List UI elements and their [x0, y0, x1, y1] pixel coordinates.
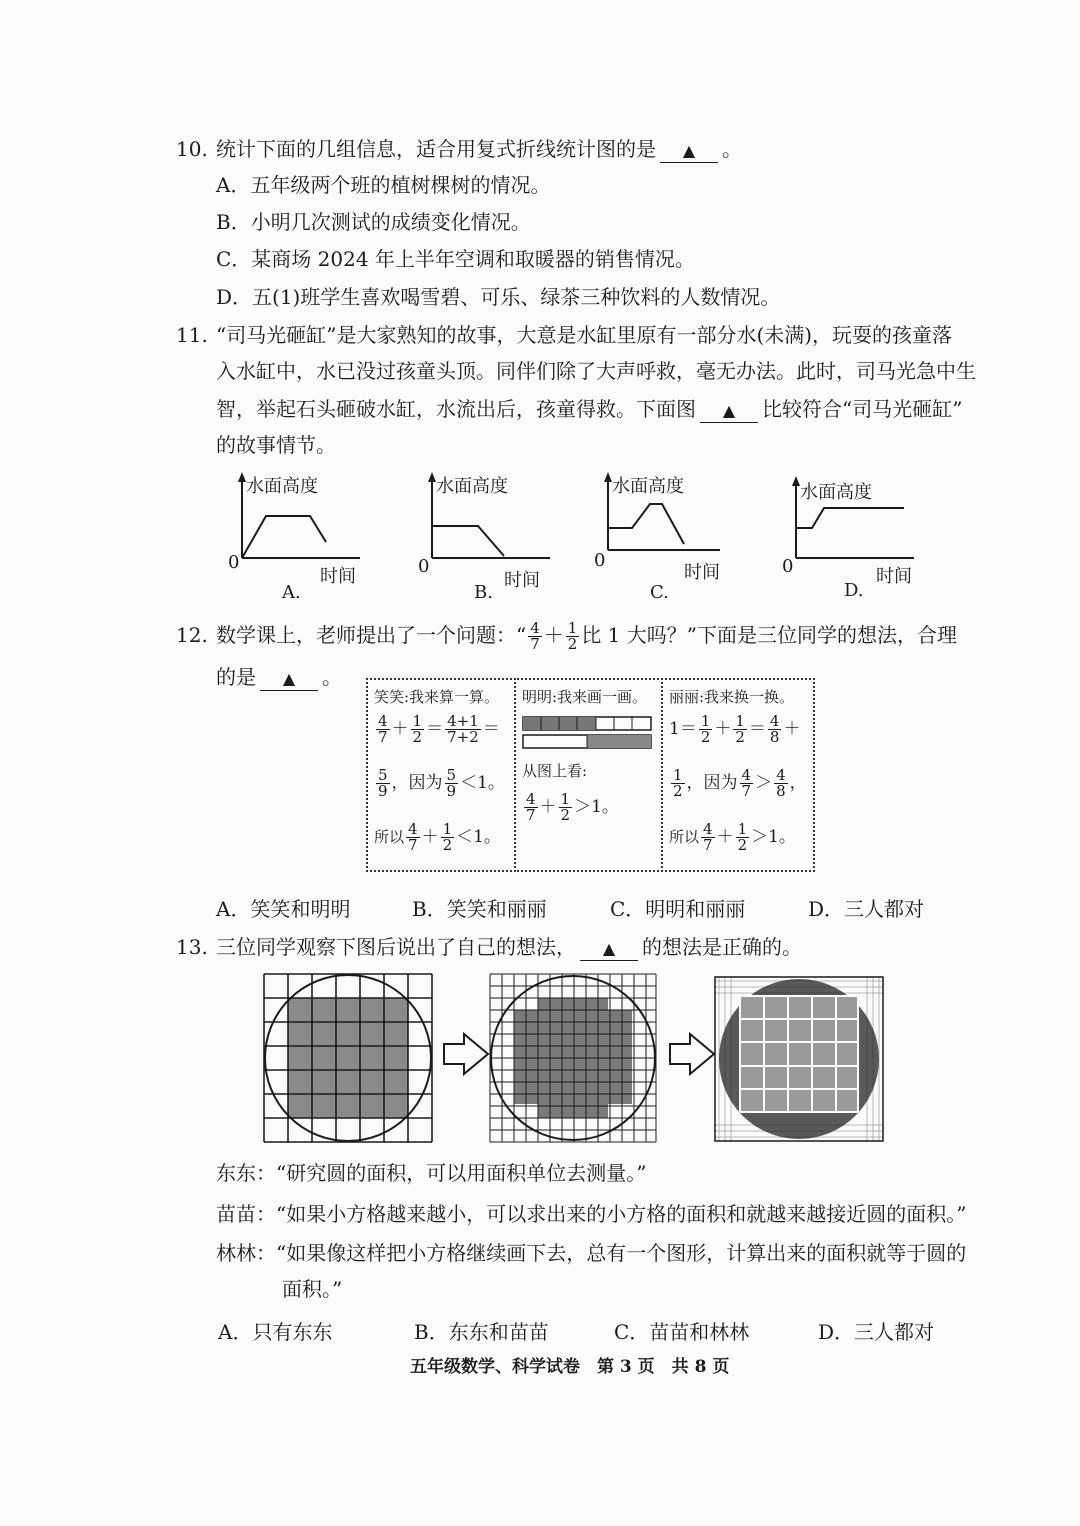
q11-number: 11.: [176, 323, 208, 347]
q13-stem: 三位同学观察下图后说出了自己的想法， ▲ 的想法是正确的。: [216, 935, 802, 959]
q11-line3: 智，举起石头砸破水缸，水流出后，孩童得救。下面图 ▲ 比较符合“司马光砸缸”: [216, 397, 963, 421]
q12-fraction-four-sevenths: $\frac{4}{7}$: [530, 619, 540, 653]
q12-box2-heading: 明明:我来画一画。: [522, 688, 648, 706]
q11-graph-b: [412, 470, 562, 605]
q11-graph-c-origin: 0: [594, 550, 606, 571]
q12-box-xiaoxiao: [366, 678, 516, 872]
q10-answer-blank[interactable]: ▲: [660, 138, 718, 163]
q11-graph-a: [220, 470, 370, 605]
q10-number: 10.: [176, 137, 208, 161]
q13-option-c: C．苗苗和林林: [614, 1320, 750, 1344]
q13-linlin-statement-line2: 面积。”: [282, 1277, 343, 1301]
q12-box1-calc: $\frac{4}{7}$ ＋ $\frac{1}{2}$ ＝ $\frac{4+1}{7+2}$ ＝: [378, 712, 500, 746]
q11-graph-a-label: A.: [282, 582, 301, 603]
q13-linlin-statement-line1: 林林：“如果像这样把小方格继续画下去，总有一个图形，计算出来的面积就等于圆的: [216, 1241, 967, 1265]
q10-option-b: B．小明几次测试的成绩变化情况。: [216, 210, 531, 234]
q11-graph-c-ylabel: 水面高度: [612, 476, 684, 497]
q13-arrow-right-icon-2: [668, 1032, 718, 1076]
q11-line1: “司马光砸缸”是大家熟知的故事，大意是水缸里原有一部分水(未满)，玩耍的孩童落: [216, 323, 953, 347]
q11-line2: 入水缸中，水已没过孩童头顶。同伴们除了大声呼救，毫无办法。此时，司马光急中生: [216, 359, 976, 383]
q10-stem: 统计下面的几组信息，适合用复式折线统计图的是 ▲ 。: [216, 137, 742, 161]
q11-graph-a-origin: 0: [228, 552, 240, 573]
q13-option-a: A．只有东东: [218, 1320, 333, 1344]
q13-answer-blank[interactable]: ▲: [580, 936, 638, 961]
q13-grid-figure-fine: [714, 976, 884, 1142]
q12-box1-reason: $\frac{5}{9}$ ，因为 $\frac{5}{9}$ ＜1。: [378, 766, 505, 800]
q12-box3-reason: $\frac{1}{2}$ ，因为 $\frac{4}{7}$ ＞ $\frac{4}{8}$ ，: [673, 766, 807, 800]
q12-stem-line2: 的是 ▲ 。: [216, 665, 342, 689]
q11-graph-d: [782, 474, 932, 609]
q11-graph-b-label: B.: [474, 582, 493, 603]
q12-option-a: A．笑笑和明明: [216, 897, 351, 921]
q11-graph-b-xlabel: 时间: [504, 570, 540, 591]
q10-option-a: A．五年级两个班的植树棵树的情况。: [216, 173, 551, 197]
q10-option-c: C．某商场 2024 年上半年空调和取暖器的销售情况。: [216, 247, 695, 271]
q11-graph-d-label: D.: [844, 580, 864, 601]
q12-fraction-one-half: $\frac{1}{2}$: [567, 619, 578, 653]
q12-box2-fraction-bars: [522, 716, 654, 750]
q11-graph-c: [592, 470, 742, 605]
q11-answer-blank[interactable]: ▲: [700, 398, 758, 423]
q11-line4: 的故事情节。: [216, 433, 336, 457]
q11-graph-a-xlabel: 时间: [320, 566, 356, 587]
q13-miaomiao-statement: 苗苗：“如果小方格越来越小，可以求出来的小方格的面积和就越来越接近圆的面积。”: [216, 1202, 967, 1226]
q12-answer-blank[interactable]: ▲: [260, 666, 318, 691]
page-footer: 五年级数学、科学试卷 第 3 页 共 8 页: [410, 1357, 730, 1377]
q12-box-lili: [661, 678, 815, 872]
q12-box1-heading: 笑笑:我来算一算。: [374, 688, 500, 706]
q12-box3-conclusion: 所以 $\frac{4}{7}$ ＋ $\frac{1}{2}$ ＞1。: [669, 820, 796, 854]
q12-box1-conclusion: 所以 $\frac{4}{7}$ ＋ $\frac{1}{2}$ ＜1。: [374, 820, 501, 854]
q13-grid-figure-medium: [488, 972, 658, 1144]
q12-number: 12.: [176, 623, 208, 647]
q11-graph-c-label: C.: [650, 582, 669, 603]
q12-box3-calc: 1＝ $\frac{1}{2}$ ＋ $\frac{1}{2}$ ＝ $\frac{4}{8}$ ＋: [669, 712, 801, 746]
q12-option-d: D．三人都对: [808, 897, 925, 921]
q13-dongdong-statement: 东东：“研究圆的面积，可以用面积单位去测量。”: [216, 1161, 647, 1185]
q11-graph-b-origin: 0: [418, 556, 430, 577]
q11-graph-a-ylabel: 水面高度: [246, 476, 318, 497]
q11-graph-d-ylabel: 水面高度: [800, 482, 872, 503]
q13-option-d: D．三人都对: [818, 1320, 935, 1344]
q13-arrow-right-icon-1: [442, 1032, 492, 1076]
q13-option-b: B．东东和苗苗: [414, 1320, 549, 1344]
q12-stem: 数学课上，老师提出了一个问题：“ $\frac{4}{7}$ ＋ $\frac{1}{2}$ 比 1 大吗？”下面是三位同学的想法，合理: [216, 619, 957, 653]
q11-graph-c-xlabel: 时间: [684, 562, 720, 583]
q12-option-c: C．明明和丽丽: [610, 897, 746, 921]
q12-box3-heading: 丽丽:我来换一换。: [669, 688, 795, 706]
q11-graph-d-xlabel: 时间: [876, 566, 912, 587]
q11-graph-d-origin: 0: [782, 556, 794, 577]
q13-grid-figure-coarse: [262, 972, 434, 1144]
q10-option-d: D．五(1)班学生喜欢喝雪碧、可乐、绿茶三种饮料的人数情况。: [216, 285, 781, 309]
q11-graph-b-ylabel: 水面高度: [436, 476, 508, 497]
q12-option-b: B．笑笑和丽丽: [412, 897, 547, 921]
q12-box2-see-label: 从图上看:: [522, 762, 588, 780]
q12-box-mingming: [514, 678, 663, 872]
q13-number: 13.: [176, 935, 208, 959]
q12-box2-conclusion: $\frac{4}{7}$ ＋ $\frac{1}{2}$ ＞1。: [526, 790, 619, 824]
